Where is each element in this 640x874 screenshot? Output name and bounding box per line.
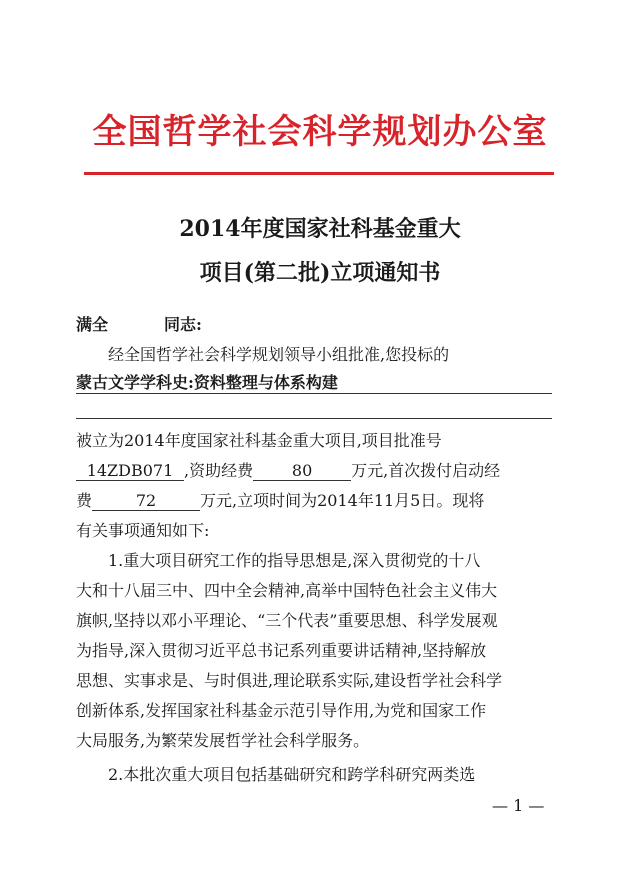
- notice-title-line-2: 项目(第二批)立项通知书: [199, 260, 441, 286]
- salutation: [76, 314, 564, 336]
- project-name: 蒙古文学学科史:资料整理与体系构建: [76, 373, 338, 392]
- item1-line-2: 大和十八届三中、四中全会精神,高举中国特色社会主义伟大: [76, 581, 498, 600]
- funding-total: 80: [253, 462, 351, 481]
- item1-line-6: 创新体系,发挥国家社科基金示范引导作用,为党和国家工作: [76, 701, 487, 720]
- approval-line-1: 被立为2014年度国家社科基金重大项目,项目批准号: [76, 431, 442, 450]
- item1-line-7: 大局服务,为繁荣发展哲学社会科学服务。: [76, 731, 370, 750]
- intro-paragraph: 经全国哲学社会科学规划领导小组批准,您投标的: [108, 345, 450, 364]
- blank-underline: [76, 418, 552, 419]
- item1-line-3: 旗帜,坚持以邓小平理论、“三个代表”重要思想、科学发展观: [76, 611, 498, 630]
- approval-line-3: 费 72 万元,立项时间为2014年11月5日。现将: [76, 491, 485, 510]
- approval-line-2: 14ZDB071 ,资助经费 80 万元,首次拨付启动经: [76, 460, 564, 482]
- page-number: — 1 —: [492, 796, 545, 815]
- funding-initial: 72: [92, 492, 200, 511]
- recipient-name: 满全: [76, 315, 109, 334]
- project-name-underline: [76, 393, 552, 394]
- letterhead-title: 全国哲学社会科学规划办公室: [92, 112, 548, 152]
- item1-line-4: 为指导,深入贯彻习近平总书记系列重要讲话精神,坚持解放: [76, 641, 487, 660]
- salutation-comrade: 同志:: [164, 315, 202, 334]
- item1-line-5: 思想、实事求是、与时俱进,理论联系实际,建设哲学社会科学: [76, 671, 503, 690]
- item2-line-1: 2.本批次重大项目包括基础研究和跨学科研究两类选: [108, 765, 476, 784]
- item1-line-1: 1.重大项目研究工作的指导思想是,深入贯彻党的十八: [108, 551, 481, 570]
- approval-number: 14ZDB071: [76, 462, 184, 481]
- notice-title-line-1: 2014年度国家社科基金重大: [179, 216, 461, 242]
- letterhead-red-rule: [84, 172, 554, 175]
- approval-line-4: 有关事项通知如下:: [76, 521, 210, 540]
